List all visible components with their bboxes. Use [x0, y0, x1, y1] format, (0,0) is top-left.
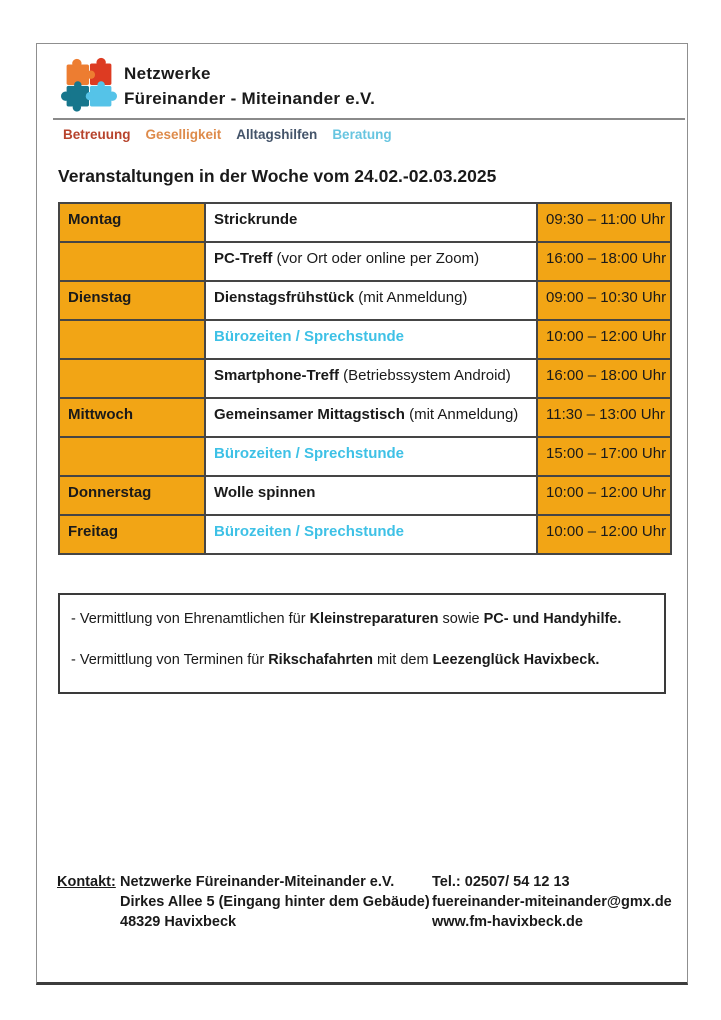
- header-divider: [53, 118, 685, 120]
- address-line: Netzwerke Füreinander-Miteinander e.V.: [120, 874, 395, 890]
- day-cell: [59, 359, 205, 398]
- flyer-page: [36, 43, 688, 985]
- category-nav: [63, 127, 687, 142]
- info-box: [58, 593, 666, 694]
- text-segment: - Vermittlung von Ehrenamtlichen für: [71, 611, 310, 627]
- header: [61, 57, 687, 113]
- event-name: Strickrunde: [214, 211, 298, 228]
- day-cell: [59, 320, 205, 359]
- day-cell: [59, 242, 205, 281]
- org-name-line1: Netzwerke: [124, 64, 211, 83]
- day-cell: Donnerstag: [59, 476, 205, 515]
- email-line: fuereinander-miteinander@gmx.de: [432, 894, 672, 910]
- event-detail: (Betriebssystem Android): [339, 367, 511, 384]
- table-row: [59, 437, 671, 476]
- website-line: www.fm-havixbeck.de: [432, 914, 583, 930]
- contact-footer: [57, 872, 672, 932]
- page-title: Veranstaltungen in der Woche vom 24.02.-02.03.2025: [58, 166, 497, 186]
- address-line: Dirkes Allee 5 (Eingang hinter dem Gebäude): [120, 894, 430, 910]
- org-name-line2: Füreinander - Miteinander e.V.: [124, 89, 376, 108]
- puzzle-logo-icon: [61, 57, 117, 113]
- time-cell: 11:30 – 13:00 Uhr: [537, 398, 671, 437]
- event-name: Smartphone-Treff: [214, 367, 340, 384]
- table-row: [59, 242, 671, 281]
- event-name: Bürozeiten / Sprechstunde: [214, 523, 405, 540]
- time-cell: 10:00 – 12:00 Uhr: [537, 476, 671, 515]
- event-cell: [205, 476, 537, 515]
- nav-item-geselligkeit: Geselligkeit: [145, 127, 222, 142]
- phone-line: Tel.: 02507/ 54 12 13: [432, 874, 570, 890]
- table-row: [59, 320, 671, 359]
- event-cell: [205, 515, 537, 554]
- text-segment-bold: PC- und Handyhilfe.: [483, 611, 622, 627]
- event-name: PC-Treff: [214, 250, 273, 267]
- table-row: [59, 515, 671, 554]
- table-row: [59, 281, 671, 320]
- event-cell: [205, 242, 537, 281]
- event-cell: [205, 359, 537, 398]
- event-detail: (mit Anmeldung): [404, 406, 519, 423]
- event-name: Bürozeiten / Sprechstunde: [214, 328, 405, 345]
- address-line: 48329 Havixbeck: [120, 914, 237, 930]
- event-name: Dienstagsfrühstück: [214, 289, 355, 306]
- info-line-1: [71, 611, 654, 627]
- org-name: [124, 61, 375, 111]
- text-segment-bold: Rikschafahrten: [268, 652, 373, 668]
- schedule-table: [58, 202, 672, 555]
- nav-item-alltagshilfen: Alltagshilfen: [236, 127, 318, 142]
- event-name: Wolle spinnen: [214, 484, 316, 501]
- info-line-2: [71, 652, 654, 668]
- event-name: Gemeinsamer Mittagstisch: [214, 406, 405, 423]
- text-segment: - Vermittlung von Terminen für: [71, 652, 269, 668]
- event-cell: [205, 203, 537, 242]
- text-segment: mit dem: [372, 652, 433, 668]
- text-segment: sowie: [438, 611, 484, 627]
- time-cell: 10:00 – 12:00 Uhr: [537, 515, 671, 554]
- table-row: [59, 203, 671, 242]
- time-cell: 10:00 – 12:00 Uhr: [537, 320, 671, 359]
- nav-item-betreuung: Betreuung: [63, 127, 131, 142]
- event-cell: [205, 320, 537, 359]
- time-cell: 16:00 – 18:00 Uhr: [537, 359, 671, 398]
- day-cell: Freitag: [59, 515, 205, 554]
- kontakt-label: Kontakt:: [57, 874, 116, 890]
- day-cell: Montag: [59, 203, 205, 242]
- time-cell: 09:00 – 10:30 Uhr: [537, 281, 671, 320]
- table-row: [59, 398, 671, 437]
- event-detail: (mit Anmeldung): [354, 289, 468, 306]
- time-cell: 15:00 – 17:00 Uhr: [537, 437, 671, 476]
- event-cell: [205, 437, 537, 476]
- day-cell: Dienstag: [59, 281, 205, 320]
- table-row: [59, 476, 671, 515]
- event-cell: [205, 398, 537, 437]
- nav-item-beratung: Beratung: [332, 127, 392, 142]
- footer-address: [120, 872, 432, 932]
- event-name: Bürozeiten / Sprechstunde: [214, 445, 405, 462]
- footer-contact: [432, 872, 672, 932]
- event-cell: [205, 281, 537, 320]
- time-cell: 09:30 – 11:00 Uhr: [537, 203, 671, 242]
- text-segment-bold: Kleinstreparaturen: [309, 611, 439, 627]
- day-cell: [59, 437, 205, 476]
- table-row: [59, 359, 671, 398]
- event-detail: (vor Ort oder online per Zoom): [272, 250, 480, 267]
- day-cell: Mittwoch: [59, 398, 205, 437]
- time-cell: 16:00 – 18:00 Uhr: [537, 242, 671, 281]
- text-segment-bold: Leezenglück Havixbeck.: [432, 652, 600, 668]
